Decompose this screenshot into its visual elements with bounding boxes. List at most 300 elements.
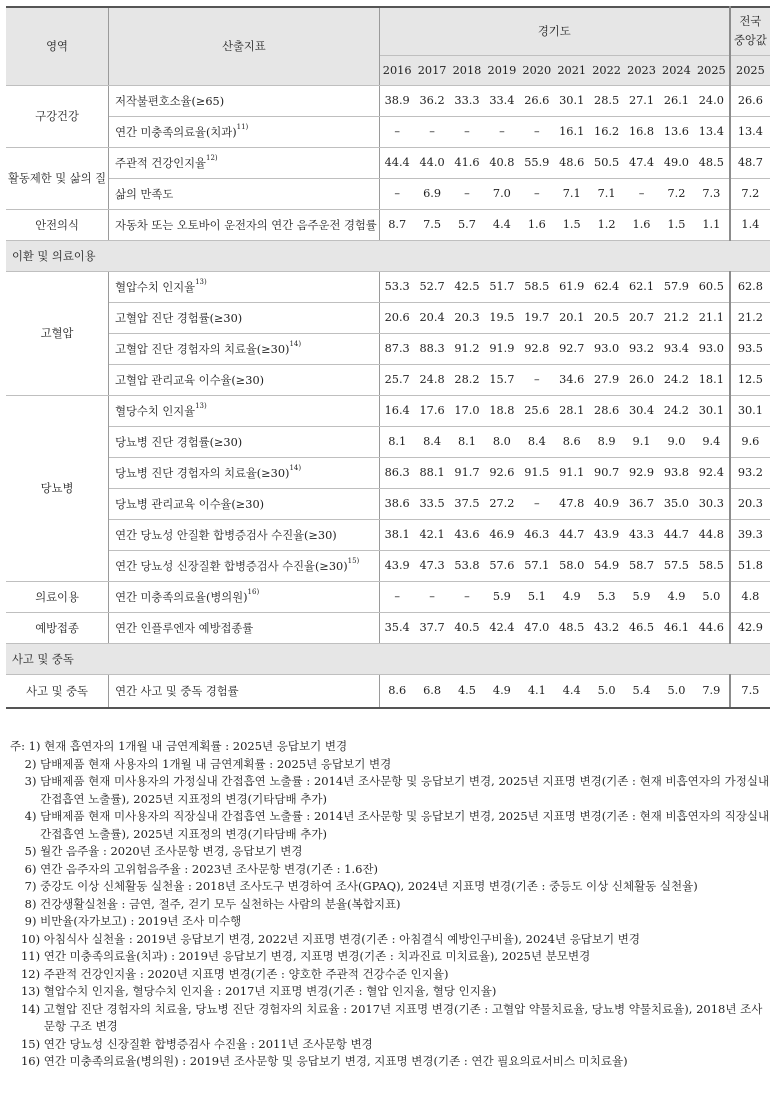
value-cell: 6.9 <box>415 178 450 209</box>
value-cell: 93.4 <box>659 333 694 364</box>
footnote-label: 6) <box>10 861 41 876</box>
area-cell: 구강건강 <box>6 85 109 147</box>
value-cell: 5.0 <box>694 581 730 612</box>
value-cell: 19.5 <box>484 302 519 333</box>
national-cell: 7.2 <box>730 178 770 209</box>
value-cell: 4.9 <box>484 674 519 708</box>
value-cell: 21.2 <box>659 302 694 333</box>
indicator-cell <box>109 209 380 240</box>
area-cell: 사고 및 중독 <box>6 674 109 708</box>
value-cell: 93.8 <box>659 457 694 488</box>
value-cell: 92.9 <box>624 457 659 488</box>
year-header: 2024 <box>659 55 694 85</box>
indicator-name: 자동차 또는 오토바이 운전자의 연간 음주운전 경험률 <box>115 218 377 232</box>
value-cell: 28.6 <box>589 395 624 426</box>
value-cell: 48.5 <box>554 612 589 643</box>
value-cell: 8.4 <box>415 426 450 457</box>
value-cell: 9.0 <box>659 426 694 457</box>
value-cell: 16.4 <box>379 395 414 426</box>
footnote-text: 비만율(자가보고) : 2019년 조사 미수행 <box>40 914 242 928</box>
table-row <box>6 178 770 209</box>
value-cell: 38.1 <box>379 519 414 550</box>
table-row <box>6 426 770 457</box>
value-cell: 7.1 <box>554 178 589 209</box>
value-cell: – <box>519 488 554 519</box>
value-cell: 4.9 <box>659 581 694 612</box>
footnote <box>10 843 770 861</box>
value-cell: 43.6 <box>450 519 485 550</box>
footnote-ref: 16) <box>247 587 260 596</box>
value-cell: 58.5 <box>519 271 554 302</box>
value-cell: 1.1 <box>694 209 730 240</box>
year-header: 2023 <box>624 55 659 85</box>
indicator-name: 연간 당뇨성 신장질환 합병증검사 수진율(≥30) <box>115 559 348 573</box>
value-cell: 9.1 <box>624 426 659 457</box>
value-cell: 53.8 <box>450 550 485 581</box>
value-cell: 87.3 <box>379 333 414 364</box>
value-cell: 44.7 <box>554 519 589 550</box>
value-cell: 7.1 <box>589 178 624 209</box>
footnote-label: 13) <box>10 984 44 998</box>
value-cell: 5.7 <box>450 209 485 240</box>
footnote <box>10 773 770 808</box>
footnote <box>10 808 770 843</box>
value-cell: 4.4 <box>484 209 519 240</box>
indicator-name: 당뇨병 진단 경험자의 치료율(≥30) <box>115 466 290 480</box>
footnote <box>10 1001 770 1036</box>
value-cell: 46.5 <box>624 612 659 643</box>
value-cell: 58.5 <box>694 550 730 581</box>
national-cell: 7.5 <box>730 674 770 708</box>
table-row <box>6 85 770 116</box>
value-cell: 40.5 <box>450 612 485 643</box>
area-cell: 예방접종 <box>6 612 109 643</box>
indicator-cell <box>109 395 380 426</box>
footnote-ref: 13) <box>195 401 207 410</box>
footnote-label: 12) <box>10 966 44 981</box>
value-cell: – <box>624 178 659 209</box>
footnote <box>10 913 770 931</box>
indicator-name: 연간 인플루엔자 예방접종률 <box>115 621 254 635</box>
table-row <box>6 364 770 395</box>
value-cell: 47.3 <box>415 550 450 581</box>
footnote <box>10 1036 770 1054</box>
value-cell: 27.2 <box>484 488 519 519</box>
value-cell: 49.0 <box>659 147 694 178</box>
table-row <box>6 333 770 364</box>
value-cell: 93.0 <box>589 333 624 364</box>
value-cell: 37.7 <box>415 612 450 643</box>
value-cell: 28.1 <box>554 395 589 426</box>
value-cell: 40.8 <box>484 147 519 178</box>
value-cell: 48.6 <box>554 147 589 178</box>
value-cell: 57.9 <box>659 271 694 302</box>
value-cell: 33.5 <box>415 488 450 519</box>
value-cell: 91.2 <box>450 333 485 364</box>
value-cell: 62.1 <box>624 271 659 302</box>
footnote-text: 건강생활실천율 : 금연, 절주, 걷기 모두 실천하는 사람의 분율(복합지표) <box>40 896 401 911</box>
value-cell: 1.6 <box>624 209 659 240</box>
value-cell: 88.1 <box>415 457 450 488</box>
footnote <box>10 948 770 966</box>
footnote-text: 담배제품 현재 미사용자의 가정실내 간접흡연 노출률 : 2014년 조사문항 및 응답보기 변경, 2025년 지표명 변경(기존 : 현재 비흡연자의 가정실내 간접흡연 노출률), 2025년 지표정의 변경(기타담배 추가) <box>40 774 770 806</box>
footnote <box>10 896 770 914</box>
table-row <box>6 550 770 581</box>
value-cell: 26.1 <box>659 85 694 116</box>
value-cell: 17.0 <box>450 395 485 426</box>
footnote <box>10 738 770 756</box>
value-cell: 46.9 <box>484 519 519 550</box>
table-row <box>6 581 770 612</box>
value-cell: 62.4 <box>589 271 624 302</box>
indicator-cell <box>109 302 380 333</box>
header-area: 영역 <box>6 7 109 85</box>
indicator-cell <box>109 364 380 395</box>
indicator-name: 고혈압 진단 경험자의 치료율(≥30) <box>115 342 290 356</box>
indicator-name: 연간 미충족의료율(치과) <box>115 125 237 139</box>
value-cell: 13.6 <box>659 116 694 147</box>
value-cell: 37.5 <box>450 488 485 519</box>
value-cell: 28.2 <box>450 364 485 395</box>
table-row <box>6 271 770 302</box>
value-cell: 34.6 <box>554 364 589 395</box>
national-cell: 93.2 <box>730 457 770 488</box>
value-cell: 44.4 <box>379 147 414 178</box>
year-header: 2016 <box>379 55 414 85</box>
value-cell: 51.7 <box>484 271 519 302</box>
indicator-name: 연간 미충족의료율(병의원) <box>115 590 248 604</box>
indicator-cell <box>109 550 380 581</box>
area-cell: 고혈압 <box>6 271 109 395</box>
value-cell: 90.7 <box>589 457 624 488</box>
footnote-ref: 11) <box>236 122 249 131</box>
value-cell: 46.1 <box>659 612 694 643</box>
value-cell: 6.8 <box>415 674 450 708</box>
value-cell: 57.1 <box>519 550 554 581</box>
header-national: 전국 중앙값 <box>730 7 770 55</box>
indicator-cell <box>109 271 380 302</box>
value-cell: 33.3 <box>450 85 485 116</box>
year-header: 2020 <box>519 55 554 85</box>
value-cell: 93.0 <box>694 333 730 364</box>
footnote-label: 11) <box>10 949 44 963</box>
value-cell: 92.8 <box>519 333 554 364</box>
value-cell: 5.0 <box>659 674 694 708</box>
value-cell: 57.6 <box>484 550 519 581</box>
year-header: 2021 <box>554 55 589 85</box>
year-header: 2018 <box>450 55 485 85</box>
national-cell: 26.6 <box>730 85 770 116</box>
footnote-label: 4) <box>10 809 41 823</box>
value-cell: – <box>484 116 519 147</box>
value-cell: 20.4 <box>415 302 450 333</box>
value-cell: 30.4 <box>624 395 659 426</box>
value-cell: 5.3 <box>589 581 624 612</box>
value-cell: 25.7 <box>379 364 414 395</box>
value-cell: 1.6 <box>519 209 554 240</box>
footnote-ref: 14) <box>289 463 302 472</box>
value-cell: 91.7 <box>450 457 485 488</box>
year-header: 2025 <box>694 55 730 85</box>
value-cell: 20.6 <box>379 302 414 333</box>
value-cell: 58.7 <box>624 550 659 581</box>
indicator-cell <box>109 147 380 178</box>
value-cell: 50.5 <box>589 147 624 178</box>
footnote-text: 월간 음주율 : 2020년 조사문항 변경, 응답보기 변경 <box>40 844 303 858</box>
value-cell: 36.7 <box>624 488 659 519</box>
indicator-cell <box>109 581 380 612</box>
indicator-cell <box>109 457 380 488</box>
value-cell: – <box>519 364 554 395</box>
footnote-text: 혈압수치 인지율, 혈당수치 인지율 : 2017년 지표명 변경(기존 : 혈압 인지율, 혈당 인지율) <box>43 984 497 998</box>
indicator-name: 당뇨병 관리교육 이수율(≥30) <box>115 497 265 511</box>
national-cell: 42.9 <box>730 612 770 643</box>
value-cell: 92.7 <box>554 333 589 364</box>
value-cell: 44.7 <box>659 519 694 550</box>
table-row <box>6 612 770 643</box>
value-cell: 15.7 <box>484 364 519 395</box>
footnote-label: 2) <box>10 756 41 771</box>
value-cell: 44.0 <box>415 147 450 178</box>
indicator-name: 저작불편호소율(≥65) <box>115 94 225 108</box>
indicator-cell <box>109 674 380 708</box>
value-cell: 28.5 <box>589 85 624 116</box>
value-cell: 26.6 <box>519 85 554 116</box>
footnote-label: 주: 1) <box>10 739 45 753</box>
indicator-name: 혈당수치 인지율 <box>115 404 196 418</box>
value-cell: 20.1 <box>554 302 589 333</box>
value-cell: 47.0 <box>519 612 554 643</box>
indicator-cell <box>109 488 380 519</box>
value-cell: 43.2 <box>589 612 624 643</box>
year-header: 2017 <box>415 55 450 85</box>
footnote <box>10 861 770 879</box>
footnote-text: 연간 음주자의 고위험음주율 : 2023년 조사문항 변경(기존 : 1.6잔) <box>40 861 379 876</box>
value-cell: 92.4 <box>694 457 730 488</box>
indicator-name: 연간 사고 및 중독 경험률 <box>115 684 239 698</box>
value-cell: – <box>379 581 414 612</box>
footnote <box>10 931 770 949</box>
footnote-ref: 12) <box>205 153 218 162</box>
value-cell: 16.8 <box>624 116 659 147</box>
value-cell: 8.6 <box>554 426 589 457</box>
indicator-name: 혈압수치 인지율 <box>115 280 196 294</box>
table-row <box>6 302 770 333</box>
value-cell: 38.6 <box>379 488 414 519</box>
value-cell: 52.7 <box>415 271 450 302</box>
value-cell: – <box>519 178 554 209</box>
section-header: 사고 및 중독 <box>6 643 770 674</box>
value-cell: 42.5 <box>450 271 485 302</box>
value-cell: 5.4 <box>624 674 659 708</box>
value-cell: 7.2 <box>659 178 694 209</box>
footnote <box>10 983 770 1001</box>
value-cell: 4.9 <box>554 581 589 612</box>
value-cell: 47.8 <box>554 488 589 519</box>
value-cell: 42.1 <box>415 519 450 550</box>
value-cell: 8.0 <box>484 426 519 457</box>
value-cell: 19.7 <box>519 302 554 333</box>
value-cell: 44.6 <box>694 612 730 643</box>
value-cell: 27.1 <box>624 85 659 116</box>
value-cell: 1.2 <box>589 209 624 240</box>
indicator-cell <box>109 178 380 209</box>
value-cell: 88.3 <box>415 333 450 364</box>
table-row <box>6 457 770 488</box>
value-cell: – <box>519 116 554 147</box>
value-cell: 35.4 <box>379 612 414 643</box>
table-row <box>6 209 770 240</box>
footnote-text: 고혈압 진단 경험자의 치료율, 당뇨병 진단 경험자의 치료율 : 2017년 지표명 변경(기존 : 고혈압 약물치료율, 당뇨병 약물치료율), 2018년 조사문항 구조 변경 <box>43 1001 763 1033</box>
footnote-text: 현재 흡연자의 1개월 내 금연계획률 : 2025년 응답보기 변경 <box>44 739 348 753</box>
value-cell: – <box>450 178 485 209</box>
value-cell: 53.3 <box>379 271 414 302</box>
table-row <box>6 519 770 550</box>
area-cell: 활동제한 및 삶의 질 <box>6 147 109 209</box>
footnotes <box>10 738 770 1071</box>
value-cell: – <box>415 581 450 612</box>
value-cell: 40.9 <box>589 488 624 519</box>
area-cell: 의료이용 <box>6 581 109 612</box>
value-cell: 5.0 <box>589 674 624 708</box>
value-cell: 1.5 <box>554 209 589 240</box>
footnote-ref: 15) <box>347 556 360 565</box>
footnote-label: 9) <box>10 914 41 928</box>
indicator-cell <box>109 333 380 364</box>
national-cell: 13.4 <box>730 116 770 147</box>
indicator-cell <box>109 85 380 116</box>
value-cell: 5.9 <box>624 581 659 612</box>
value-cell: 7.3 <box>694 178 730 209</box>
footnote-text: 담배제품 현재 사용자의 1개월 내 금연계획률 : 2025년 응답보기 변경 <box>40 756 392 771</box>
footnote-label: 16) <box>10 1054 44 1068</box>
value-cell: 43.3 <box>624 519 659 550</box>
footnote <box>10 756 770 774</box>
value-cell: – <box>379 178 414 209</box>
value-cell: 38.9 <box>379 85 414 116</box>
value-cell: 33.4 <box>484 85 519 116</box>
footnote-ref: 14) <box>289 339 302 348</box>
footnote-label: 3) <box>10 774 41 788</box>
value-cell: 8.1 <box>450 426 485 457</box>
value-cell: 17.6 <box>415 395 450 426</box>
indicator-cell <box>109 426 380 457</box>
value-cell: 24.0 <box>694 85 730 116</box>
value-cell: 1.5 <box>659 209 694 240</box>
value-cell: 42.4 <box>484 612 519 643</box>
national-cell: 21.2 <box>730 302 770 333</box>
value-cell: 55.9 <box>519 147 554 178</box>
value-cell: 92.6 <box>484 457 519 488</box>
value-cell: 21.1 <box>694 302 730 333</box>
value-cell: 60.5 <box>694 271 730 302</box>
value-cell: 20.5 <box>589 302 624 333</box>
national-cell: 4.8 <box>730 581 770 612</box>
value-cell: 27.9 <box>589 364 624 395</box>
indicator-cell <box>109 116 380 147</box>
value-cell: 26.0 <box>624 364 659 395</box>
value-cell: – <box>415 116 450 147</box>
value-cell: 47.4 <box>624 147 659 178</box>
national-cell: 12.5 <box>730 364 770 395</box>
value-cell: – <box>450 116 485 147</box>
footnote-label: 15) <box>10 1036 44 1051</box>
value-cell: 20.3 <box>450 302 485 333</box>
indicator-name: 당뇨병 진단 경험률(≥30) <box>115 435 243 449</box>
value-cell: 18.8 <box>484 395 519 426</box>
table-row <box>6 488 770 519</box>
value-cell: 13.4 <box>694 116 730 147</box>
value-cell: – <box>379 116 414 147</box>
footnote <box>10 1053 770 1071</box>
value-cell: 8.1 <box>379 426 414 457</box>
footnote-text: 아침식사 실천율 : 2019년 응답보기 변경, 2022년 지표명 변경(기존 : 아침결식 예방인구비율), 2024년 응답보기 변경 <box>43 931 641 946</box>
indicator-name: 고혈압 관리교육 이수율(≥30) <box>115 373 265 387</box>
value-cell: 8.9 <box>589 426 624 457</box>
footnote-label: 10) <box>10 931 44 946</box>
national-cell: 62.8 <box>730 271 770 302</box>
footnote-text: 주관적 건강인지율 : 2020년 지표명 변경(기존 : 양호한 주관적 건강수준 인지율) <box>43 966 449 981</box>
value-cell: 5.9 <box>484 581 519 612</box>
value-cell: 48.5 <box>694 147 730 178</box>
value-cell: 30.3 <box>694 488 730 519</box>
value-cell: 5.1 <box>519 581 554 612</box>
value-cell: 58.0 <box>554 550 589 581</box>
value-cell: 44.8 <box>694 519 730 550</box>
value-cell: 61.9 <box>554 271 589 302</box>
value-cell: 24.8 <box>415 364 450 395</box>
value-cell: 7.0 <box>484 178 519 209</box>
section-header: 이환 및 의료이용 <box>6 240 770 271</box>
value-cell: 43.9 <box>379 550 414 581</box>
value-cell: 7.9 <box>694 674 730 708</box>
national-cell: 93.5 <box>730 333 770 364</box>
value-cell: 57.5 <box>659 550 694 581</box>
value-cell: 20.7 <box>624 302 659 333</box>
value-cell: 16.1 <box>554 116 589 147</box>
table-row <box>6 147 770 178</box>
value-cell: 25.6 <box>519 395 554 426</box>
national-year-header: 2025 <box>730 55 770 85</box>
year-header: 2019 <box>484 55 519 85</box>
indicator-name: 주관적 건강인지율 <box>115 156 206 170</box>
footnote-label: 14) <box>10 1001 44 1016</box>
value-cell: 86.3 <box>379 457 414 488</box>
header-indicator: 산출지표 <box>109 7 380 85</box>
national-cell: 48.7 <box>730 147 770 178</box>
footnote-text: 담배제품 현재 미사용자의 직장실내 간접흡연 노출률 : 2014년 조사문항 및 응답보기 변경, 2025년 지표명 변경(기존 : 현재 비흡연자의 직장실내 간접흡연 노출률), 2025년 지표정의 변경(기타담배 추가) <box>40 809 770 841</box>
indicator-name: 삶의 만족도 <box>115 187 174 201</box>
footnote-text: 중강도 이상 신체활동 실천율 : 2018년 조사도구 변경하여 조사(GPAQ), 2024년 지표명 변경(기존 : 중등도 이상 신체활동 실천율) <box>40 879 698 893</box>
indicator-cell <box>109 612 380 643</box>
value-cell: 4.4 <box>554 674 589 708</box>
year-header: 2022 <box>589 55 624 85</box>
value-cell: 91.9 <box>484 333 519 364</box>
value-cell: 4.1 <box>519 674 554 708</box>
value-cell: 7.5 <box>415 209 450 240</box>
value-cell: 8.7 <box>379 209 414 240</box>
value-cell: 30.1 <box>554 85 589 116</box>
footnote-label: 5) <box>10 844 41 858</box>
national-cell: 39.3 <box>730 519 770 550</box>
footnote-label: 7) <box>10 879 41 893</box>
table-row <box>6 674 770 708</box>
national-cell: 30.1 <box>730 395 770 426</box>
footnote-ref: 13) <box>195 277 207 286</box>
value-cell: 36.2 <box>415 85 450 116</box>
value-cell: 43.9 <box>589 519 624 550</box>
value-cell: 9.4 <box>694 426 730 457</box>
